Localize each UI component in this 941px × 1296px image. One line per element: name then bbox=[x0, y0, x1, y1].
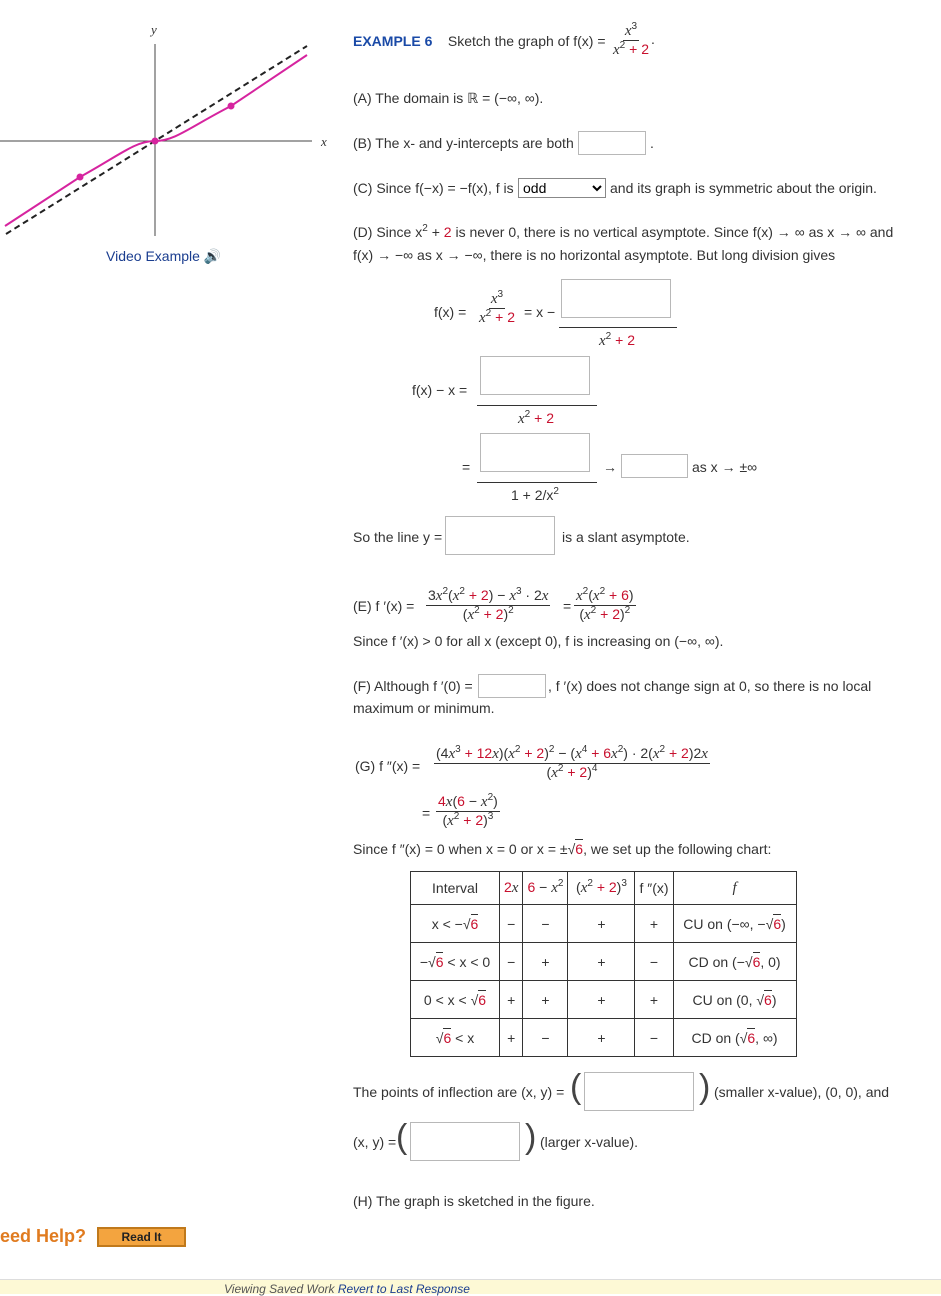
example-fraction: $\frac{x^3}{x^2 + 2}$ . bbox=[613, 21, 655, 58]
chart-concavity: CD on (−√6, 0) bbox=[673, 943, 796, 981]
frac-num-var: x bbox=[624, 23, 632, 39]
eq1-fraction-bar bbox=[559, 327, 677, 328]
footer-bar bbox=[0, 1279, 941, 1294]
inflection-point-left bbox=[77, 174, 84, 181]
video-example-label: Video Example bbox=[106, 248, 200, 264]
part-d-exp: 2 bbox=[422, 223, 428, 234]
slant-asymptote-input[interactable] bbox=[445, 516, 555, 555]
chart-interval: 0 < x < √6 bbox=[411, 981, 500, 1019]
part-g-equals: = bbox=[422, 805, 431, 821]
y-axis-label: y bbox=[151, 22, 157, 37]
part-b: (B) The x- and y-intercepts are both bbox=[353, 135, 574, 151]
eq3-denominator: $1 + 2/x^2$ bbox=[511, 486, 559, 503]
example-label: EXAMPLE 6 bbox=[353, 33, 433, 49]
part-g-label: (G) f ″(x) = bbox=[355, 758, 421, 774]
part-d-two: 2 bbox=[443, 224, 452, 240]
part-h: (H) The graph is sketched in the figure. bbox=[353, 1193, 595, 1209]
part-a: (A) The domain is ℝ = (−∞, ∞). bbox=[353, 90, 544, 106]
part-d-text-a: (D) Since x bbox=[353, 224, 423, 240]
table-row: x < −√6 − − + + CU on (−∞, −√6) bbox=[411, 905, 797, 943]
part-c-after: and its graph is symmetric about the origin. bbox=[610, 180, 877, 196]
chart-header-row bbox=[411, 872, 797, 905]
part-e-fraction-2: $\frac{x^2(x^2 + 6)}{(x^2 + 2)^2}$ bbox=[576, 586, 634, 623]
as-infinity: as x → ±∞ bbox=[692, 459, 758, 475]
right-paren-2: ) bbox=[525, 1118, 537, 1156]
frac-den-exp: 2 bbox=[619, 40, 626, 51]
part-e-label: (E) f ′(x) = bbox=[353, 598, 415, 614]
chart-concavity: CU on (−∞, −√6) bbox=[673, 905, 796, 943]
frac-num-exp: 3 bbox=[631, 21, 638, 32]
video-example-link[interactable] bbox=[106, 248, 221, 265]
part-f-line2: maximum or minimum. bbox=[353, 700, 495, 716]
inflection-after2: (larger x-value). bbox=[540, 1134, 639, 1150]
chart-header-cubed: $(x^2 + 2)^3$ bbox=[568, 872, 635, 905]
function-graph bbox=[0, 20, 340, 250]
frac-den-var: x bbox=[613, 42, 620, 58]
simplified-numerator-input[interactable] bbox=[480, 433, 590, 472]
part-d-line2: f(x) → −∞ as x → −∞, there is no horizontal asymptote. But long division gives bbox=[353, 247, 836, 263]
inflection-line2: (x, y) = bbox=[353, 1134, 397, 1150]
part-g-line-tail: , we set up the following chart: bbox=[583, 841, 772, 857]
table-row: −√6 < x < 0 − + + − CD on (−√6, 0) bbox=[411, 943, 797, 981]
symmetry-select[interactable] bbox=[518, 178, 606, 198]
eq1-mid: = x − bbox=[524, 304, 556, 320]
part-e-fraction-1: $\frac{3x^2(x^2 + 2) - x^3 \cdot 2x}{(x^2 + 2)^2}$ bbox=[428, 586, 549, 623]
inflection-point-left-input[interactable] bbox=[584, 1072, 694, 1111]
slant-before: So the line y = bbox=[353, 529, 443, 545]
inflection-point-right bbox=[228, 103, 235, 110]
x-axis-label: x bbox=[321, 134, 327, 149]
part-g-line: Since f ″(x) = 0 when x = 0 or x = ±√6, we set up the following chart: bbox=[353, 841, 772, 857]
eq3-lhs: = bbox=[462, 459, 471, 475]
example-heading bbox=[353, 33, 606, 49]
left-paren-1: ( bbox=[570, 1068, 582, 1106]
eq1-denominator: $x^2 + 2$ bbox=[599, 331, 635, 349]
right-paren-1: ) bbox=[699, 1068, 711, 1106]
limit-input[interactable] bbox=[621, 454, 688, 478]
inflection-before: The points of inflection are (x, y) = bbox=[353, 1084, 565, 1100]
part-d-text-b: is never 0, there is no vertical asymptote. Since f(x) → ∞ as x → ∞ and bbox=[455, 224, 894, 240]
revert-link[interactable]: Revert to Last Response bbox=[337, 1282, 470, 1296]
chart-header-f: f bbox=[673, 872, 796, 905]
chart-header-fpp: f ″(x) bbox=[635, 872, 673, 905]
inflection-after: (smaller x-value), (0, 0), and bbox=[714, 1084, 890, 1100]
eq3-fraction-bar bbox=[477, 482, 597, 483]
part-g-line-text: Since f ″(x) = 0 when x = 0 or x = ± bbox=[353, 841, 568, 857]
concavity-chart bbox=[410, 871, 797, 1057]
example-fx: f(x) = bbox=[573, 33, 606, 49]
viewing-saved-work: Viewing Saved Work bbox=[224, 1282, 335, 1296]
read-it-button[interactable]: Read It bbox=[97, 1227, 186, 1247]
chart-interval: −√6 < x < 0 bbox=[411, 943, 500, 981]
eq1-lhs: f(x) = bbox=[434, 304, 467, 320]
part-c-before: (C) Since f(−x) = −f(x), f is bbox=[353, 180, 514, 196]
chart-interval: x < −√6 bbox=[411, 905, 500, 943]
chart-header-6-x2: $6 - x^2$ bbox=[523, 872, 568, 905]
part-g-fraction-1: $\frac{(4x^3 + 12x)(x^2 + 2)^2 - (x^4 + 6x^2) \cdot 2(x^2 + 2)2x}{(x^2 + 2)^4}$ bbox=[436, 744, 708, 781]
chart-interval: √6 < x bbox=[411, 1019, 500, 1057]
part-f-before: (F) Although f ′(0) = bbox=[353, 678, 473, 694]
table-row: √6 < x + − + − CD on (√6, ∞) bbox=[411, 1019, 797, 1057]
part-f-after: , f ′(x) does not change sign at 0, so there is no local bbox=[548, 678, 872, 694]
chart-header-interval: Interval bbox=[411, 872, 500, 905]
inflection-point-origin bbox=[152, 138, 159, 145]
division-remainder-input[interactable] bbox=[561, 279, 671, 318]
difference-numerator-input[interactable] bbox=[480, 356, 590, 395]
table-row: 0 < x < √6 + + + + CU on (0, √6) bbox=[411, 981, 797, 1019]
f-prime-zero-input[interactable] bbox=[478, 674, 546, 698]
inflection-point-right-input[interactable] bbox=[410, 1122, 520, 1161]
part-e-equals: = bbox=[563, 598, 572, 614]
eq1-fraction: $\frac{x^3}{x^2 + 2}$ bbox=[479, 289, 515, 326]
example-intro: Sketch the graph of bbox=[447, 33, 570, 49]
limit-arrow: → bbox=[603, 459, 617, 475]
intercept-input[interactable] bbox=[578, 131, 646, 155]
frac-den-const: + 2 bbox=[629, 41, 649, 57]
slant-after: is a slant asymptote. bbox=[562, 529, 690, 545]
part-g-fraction-2: $\frac{4x(6 - x^2)}{(x^2 + 2)^3}$ bbox=[438, 792, 498, 829]
eq2-denominator: $x^2 + 2$ bbox=[518, 409, 554, 427]
speaker-icon: 🔊 bbox=[203, 248, 222, 264]
chart-concavity: CU on (0, √6) bbox=[673, 981, 796, 1019]
part-d-plus: + bbox=[431, 224, 440, 240]
part-e-line2: Since f ′(x) > 0 for all x (except 0), f is increasing on (−∞, ∞). bbox=[353, 633, 724, 649]
part-b-tail: . bbox=[650, 135, 654, 151]
chart-concavity: CD on (√6, ∞) bbox=[673, 1019, 796, 1057]
part-d-line1 bbox=[353, 224, 893, 240]
left-paren-2: ( bbox=[396, 1118, 408, 1156]
eq2-lhs: f(x) − x = bbox=[412, 382, 468, 398]
need-help-label: eed Help? bbox=[0, 1226, 87, 1246]
chart-header-2x: 2x bbox=[500, 872, 523, 905]
eq2-fraction-bar bbox=[477, 405, 597, 406]
